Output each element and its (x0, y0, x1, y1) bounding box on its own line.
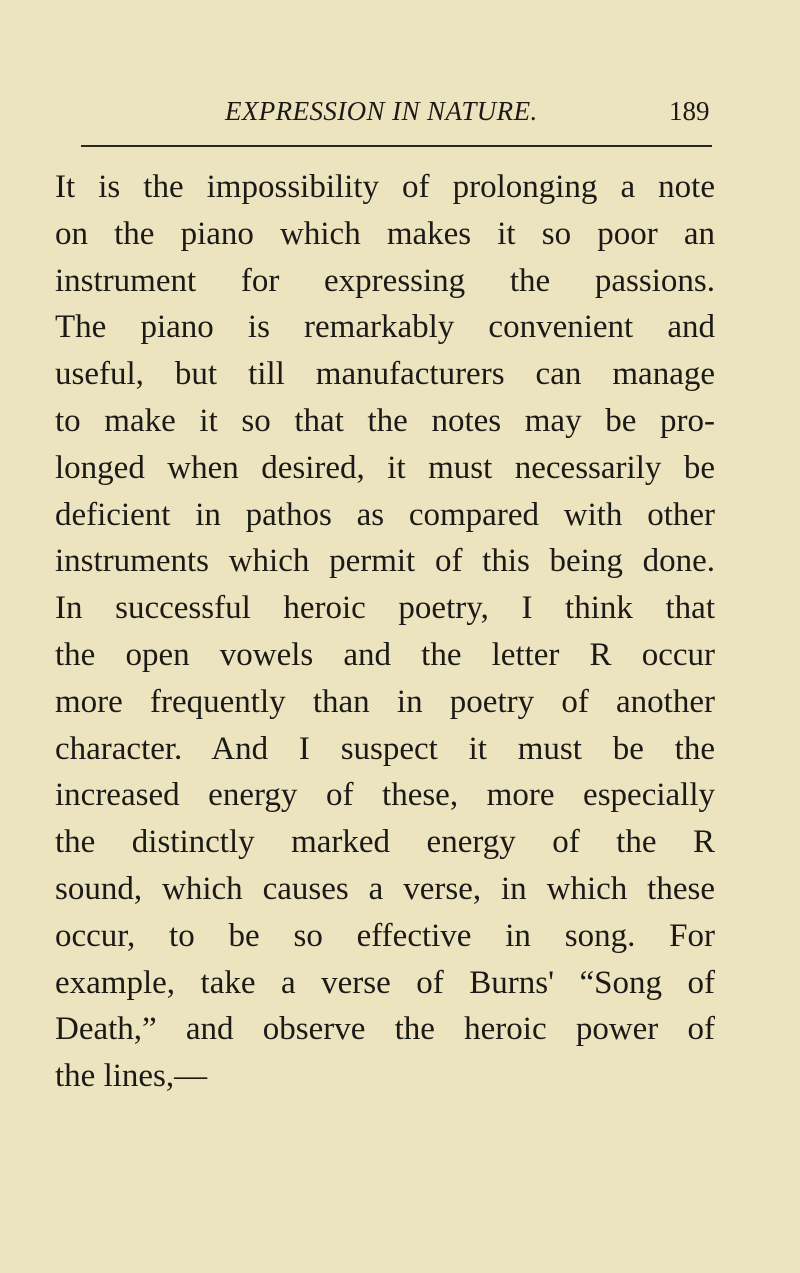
text-line: useful, but till manufacturers can manage (55, 356, 715, 393)
text-line: In successful heroic poetry, I think that (55, 590, 715, 627)
text-line: occur, to be so effective in song. For (55, 917, 715, 954)
text-line: the distinctly marked energy of the R (55, 824, 715, 861)
text-line: example, take a verse of Burns' “Song of (55, 964, 715, 1001)
body-text (55, 164, 715, 1100)
text-line: sound, which causes a verse, in which these (55, 870, 715, 907)
text-line: to make it so that the notes may be pro- (55, 402, 715, 439)
text-line: the lines,— (55, 1058, 208, 1095)
text-line: instruments which permit of this being done. (55, 543, 715, 580)
text-line: character. And I suspect it must be the (55, 730, 715, 767)
text-line: It is the impossibility of prolonging a note (55, 169, 715, 205)
text-line: more frequently than in poetry of another (55, 683, 715, 720)
text-line: on the piano which makes it so poor an (55, 215, 715, 252)
text-line: increased energy of these, more especially (55, 777, 715, 814)
text-line: longed when desired, it must necessarily be (55, 449, 715, 486)
text-line: the open vowels and the letter R occur (55, 636, 715, 673)
text-line: instrument for expressing the passions. (55, 262, 715, 299)
text-line: Death,” and observe the heroic power of (55, 1011, 715, 1048)
text-line: deficient in pathos as compared with other (55, 496, 715, 533)
page-number: 189 (669, 96, 710, 126)
header-rule (81, 145, 712, 147)
running-head: EXPRESSION IN NATURE. (225, 96, 538, 126)
text-line: The piano is remarkably convenient and (55, 309, 715, 346)
